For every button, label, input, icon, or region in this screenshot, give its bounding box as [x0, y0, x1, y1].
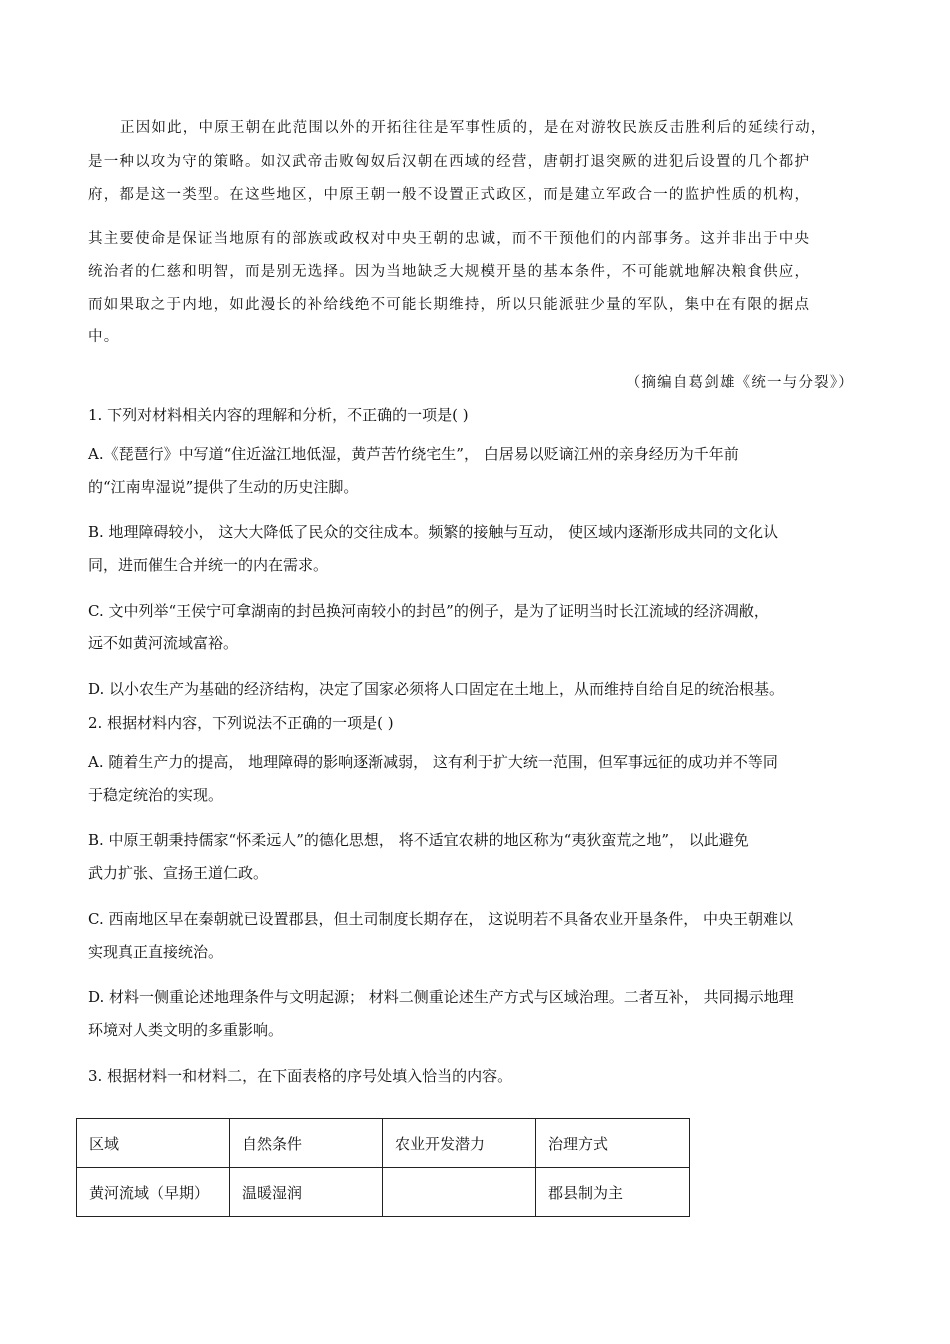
q1-option-a-line1: A.《琵琶行》中写道“住近湓江地低湿，黄芦苦竹绕宅生”， 白居易以贬谪江州的亲身经历为千年前 [88, 445, 739, 463]
passage-line-7: 中。 [88, 329, 120, 345]
q2-option-b-line1: B. 中原王朝秉持儒家“怀柔远人”的德化思想， 将不适宜农耕的地区称为“夷狄蛮荒之地”， 以此避免 [88, 831, 749, 849]
table-row [77, 1119, 690, 1168]
table-header-cell: 区域 [77, 1119, 230, 1168]
table-cell: 郡县制为主 [536, 1168, 690, 1217]
q1-option-c-line2: 远不如黄河流域富裕。 [88, 634, 239, 652]
passage-line-2: 是一种以攻为守的策略。如汉武帝击败匈奴后汉朝在西域的经营，唐朝打退突厥的进犯后设置的几个都护 [88, 154, 811, 170]
answer-table [76, 1118, 690, 1217]
passage-line-6: 而如果取之于内地，如此漫长的补给线绝不可能长期维持，所以只能派驻少量的军队，集中在有限的据点 [88, 297, 811, 313]
q3-stem: 3. 根据材料一和材料二，在下面表格的序号处填入恰当的内容。 [88, 1067, 513, 1085]
passage-line-4: 其主要使命是保证当地原有的部族或政权对中央王朝的忠诚，而不干预他们的内部事务。这并非出于中央 [88, 231, 811, 247]
q2-option-c-line1: C. 西南地区早在秦朝就已设置郡县，但土司制度长期存在， 这说明若不具备农业开垦条件， 中央王朝难以 [88, 910, 794, 928]
q2-option-d-line1: D. 材料一侧重论述地理条件与文明起源； 材料二侧重论述生产方式与区域治理。二者互补， 共同揭示地理 [88, 988, 794, 1006]
q2-option-a-line1: A. 随着生产力的提高， 地理障碍的影响逐渐减弱， 这有利于扩大统一范围，但军事远征的成功并不等同 [88, 753, 778, 771]
q1-option-d: D. 以小农生产为基础的经济结构，决定了国家必须将人口固定在土地上，从而维持自给自足的统治根基。 [88, 680, 785, 698]
table-cell-blank[interactable] [383, 1168, 536, 1217]
q2-option-b-line2: 武力扩张、宣扬王道仁政。 [88, 864, 269, 882]
q1-option-a-line2: 的“江南卑湿说”提供了生动的历史注脚。 [88, 478, 359, 496]
table-cell: 黄河流域（早期） [77, 1168, 230, 1217]
q2-option-c-line2: 实现真正直接统治。 [88, 943, 224, 961]
q2-option-d-line2: 环境对人类文明的多重影响。 [88, 1021, 284, 1039]
passage-source: （摘编自葛剑雄《统一与分裂》） [625, 375, 854, 391]
q2-option-a-line2: 于稳定统治的实现。 [88, 786, 224, 804]
q1-option-b-line1: B. 地理障碍较小， 这大大降低了民众的交往成本。频繁的接触与互动， 使区域内逐渐形成共同的文化认 [88, 523, 779, 541]
table-row [77, 1168, 690, 1217]
passage-line-1: 正因如此，中原王朝在此范围以外的开拓往往是军事性质的，是在对游牧民族反击胜利后的延续行动， [120, 120, 827, 136]
table-header-cell: 自然条件 [230, 1119, 383, 1168]
passage-line-5: 统治者的仁慈和明智，而是别无选择。因为当地缺乏大规模开垦的基本条件，不可能就地解决粮食供应， [88, 264, 811, 280]
table-header-cell: 治理方式 [536, 1119, 690, 1168]
q1-option-b-line2: 同，进而催生合并统一的内在需求。 [88, 556, 329, 574]
passage-line-3: 府，都是这一类型。在这些地区，中原王朝一般不设置正式政区，而是建立军政合一的监护性质的机构， [88, 187, 811, 203]
q2-stem: 2. 根据材料内容，下列说法不正确的一项是( ) [88, 714, 394, 732]
q1-option-c-line1: C. 文中列举“王侯宁可拿湖南的封邑换河南较小的封邑”的例子，是为了证明当时长江流域的经济凋敝， [88, 602, 769, 620]
table-cell: 温暖湿润 [230, 1168, 383, 1217]
table-header-cell: 农业开发潜力 [383, 1119, 536, 1168]
q1-stem: 1. 下列对材料相关内容的理解和分析，不正确的一项是( ) [88, 406, 469, 424]
